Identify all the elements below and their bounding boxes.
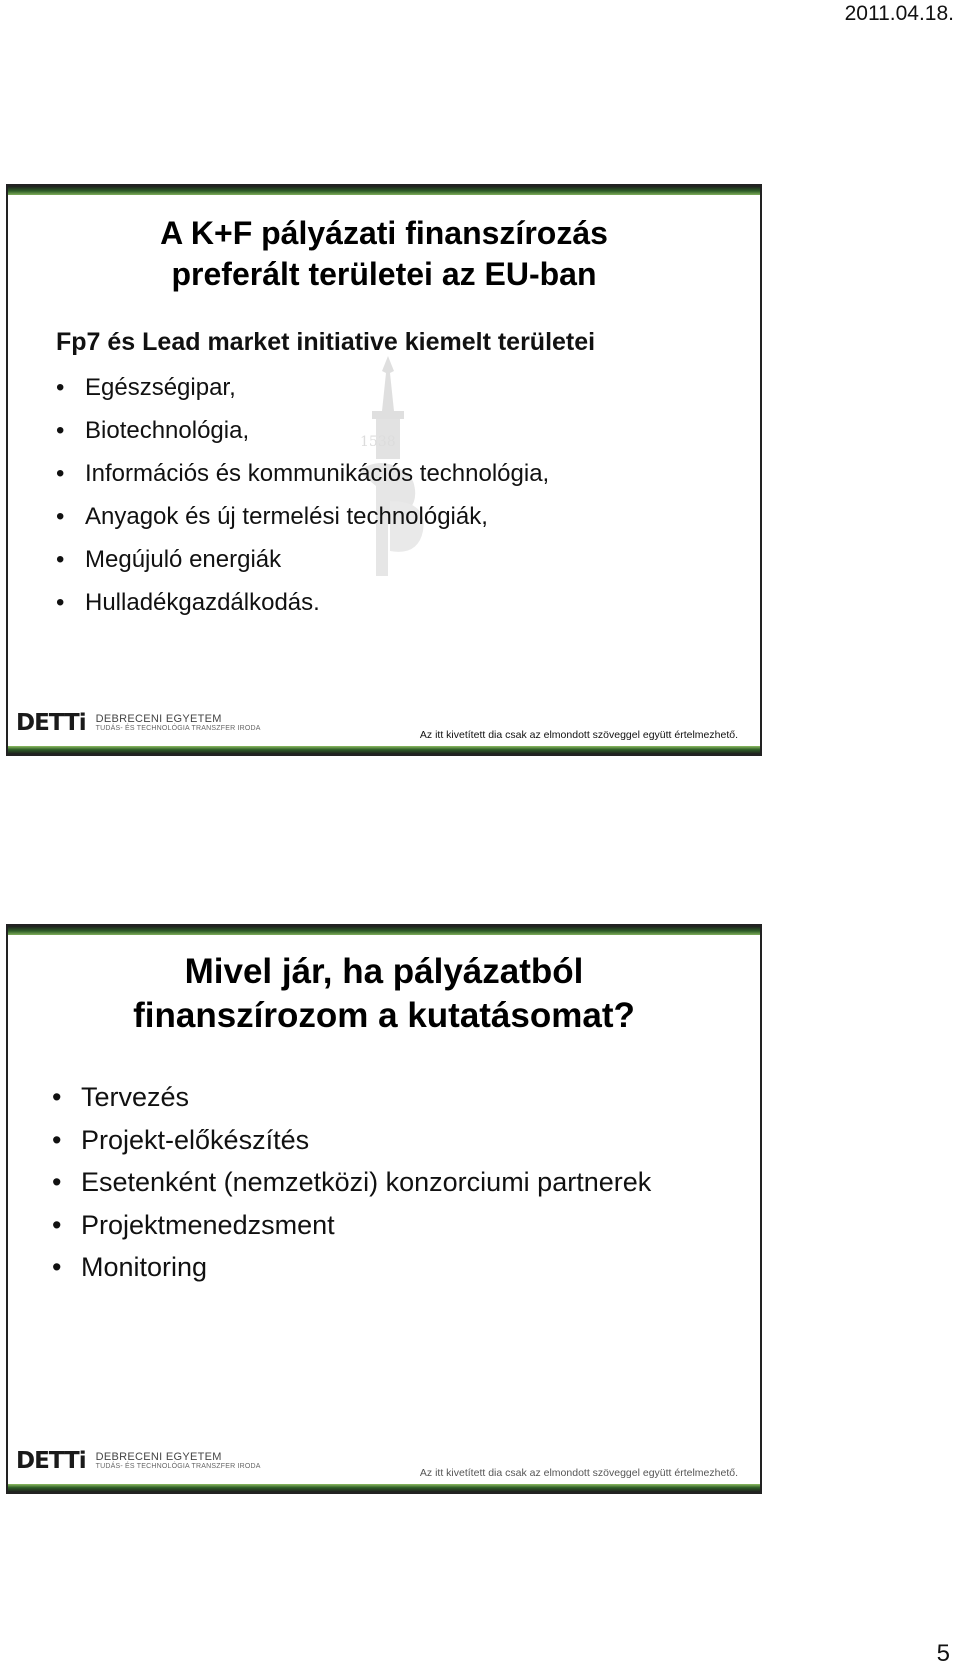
logo-text: [96, 714, 261, 733]
list-item-text: Információs és kommunikációs technológia,: [85, 460, 550, 487]
footer-note: Az itt kivetített dia csak az elmondott szöveggel együtt értelmezhető.: [419, 729, 738, 741]
detti-logo-mark: DETTi: [16, 1448, 86, 1474]
bullet-icon: •: [56, 546, 65, 573]
title-line-2: finanszírozom a kutatásomat?: [133, 996, 635, 1036]
slide-title: [8, 213, 760, 294]
slide-top-bar: [8, 186, 760, 195]
svg-text:1538: 1538: [360, 434, 396, 450]
list-item-text: Biotechnológia,: [85, 417, 250, 444]
slide-bottom-bar: [8, 1484, 760, 1492]
bullet-icon: •: [52, 1167, 62, 1197]
list-item-text: Monitoring: [81, 1252, 208, 1282]
logo-office: TUDÁS- ÉS TECHNOLÓGIA TRANSZFER IRODA: [95, 725, 261, 733]
footer-note: Az itt kivetített dia csak az elmondott szöveggel együtt értelmezhető.: [419, 1467, 738, 1479]
bullet-icon: •: [52, 1209, 62, 1240]
list-item: [56, 538, 549, 581]
list-item: [52, 1246, 651, 1289]
list-item-text: Megújuló energiák: [85, 546, 282, 573]
list-item-text: Egészségipar,: [85, 374, 236, 401]
logo-text: [96, 1452, 261, 1471]
footer-logo: [16, 708, 261, 738]
list-item: [56, 452, 549, 495]
detti-logo-mark: DETTi: [16, 710, 86, 736]
title-line-1: Mivel jár, ha pályázatból: [184, 952, 584, 991]
slide-top-bar: [8, 926, 760, 935]
subheading: Fp7 és Lead market initiative kiemelt területei: [56, 328, 596, 356]
bullet-icon: •: [52, 1082, 62, 1112]
list-item: [56, 581, 549, 624]
bullet-icon: •: [56, 374, 65, 401]
slide-title: [8, 950, 760, 1039]
bullet-icon: •: [52, 1252, 62, 1282]
bullet-icon: •: [56, 417, 65, 444]
list-item: [52, 1161, 651, 1204]
bullet-list: [52, 1076, 651, 1289]
bullet-icon: •: [56, 503, 65, 530]
bullet-icon: •: [56, 589, 65, 616]
logo-university: DEBRECENI EGYETEM: [95, 712, 222, 725]
bullet-icon: •: [56, 460, 65, 487]
list-item-text: Esetenként (nemzetközi) konzorciumi partnerek: [81, 1167, 652, 1197]
list-item: [56, 409, 549, 452]
date-header: 2011.04.18.: [844, 2, 954, 25]
list-item: [52, 1204, 651, 1247]
footer-logo: [16, 1446, 261, 1476]
slide-bottom-bar: [8, 746, 760, 754]
list-item: [52, 1119, 651, 1162]
slide-1: [6, 184, 762, 756]
logo-university: DEBRECENI EGYETEM: [95, 1450, 222, 1463]
list-item-text: Projektmenedzsment: [81, 1209, 335, 1240]
list-item-text: Tervezés: [81, 1082, 190, 1112]
bullet-list: [56, 366, 549, 624]
list-item-text: Hulladékgazdálkodás.: [85, 589, 320, 616]
slide-2: [6, 924, 762, 1494]
title-line-2: preferált területei az EU-ban: [171, 255, 597, 292]
logo-office: TUDÁS- ÉS TECHNOLÓGIA TRANSZFER IRODA: [95, 1463, 261, 1471]
list-item: [52, 1076, 651, 1119]
list-item: [56, 366, 549, 409]
list-item-text: Projekt-előkészítés: [81, 1124, 310, 1155]
list-item-text: Anyagok és új termelési technológiák,: [85, 503, 488, 530]
title-line-1: A K+F pályázati finanszírozás: [160, 215, 608, 251]
list-item: [56, 495, 549, 538]
bullet-icon: •: [52, 1124, 62, 1155]
page-number: 5: [936, 1640, 950, 1667]
